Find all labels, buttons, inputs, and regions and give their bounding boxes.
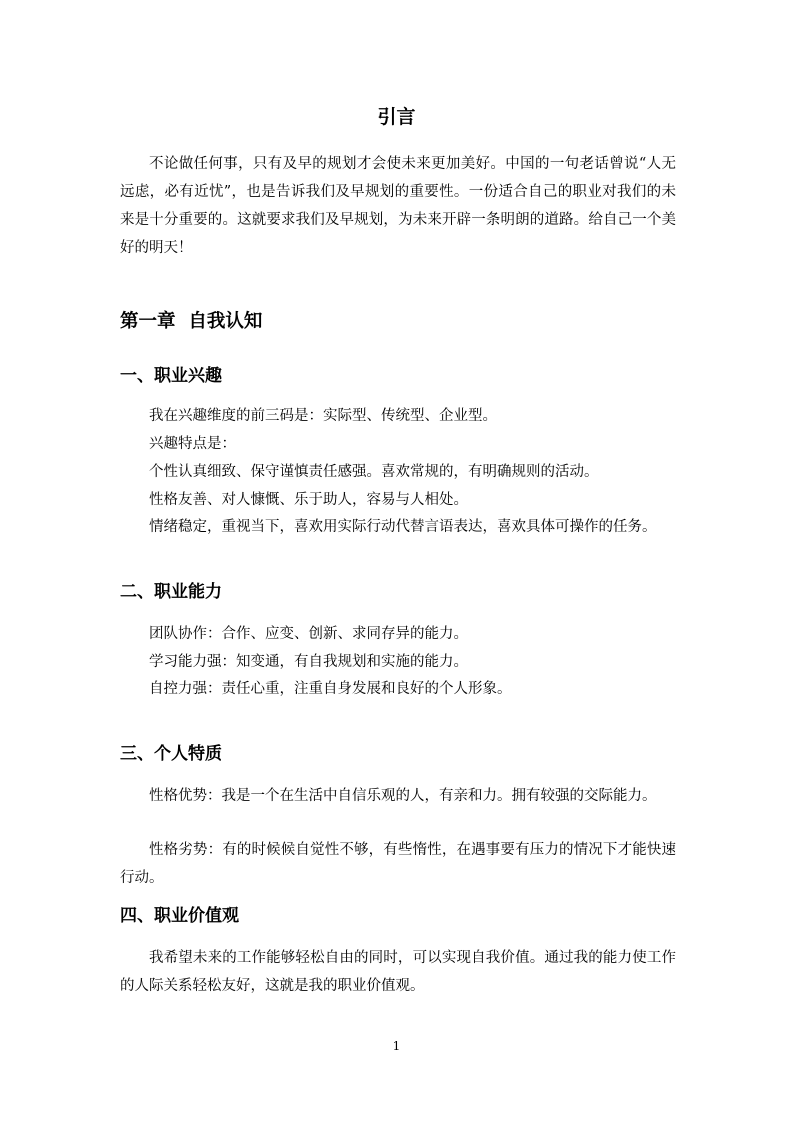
paragraph: 我希望未来的工作能够轻松自由的同时，可以实现自我价值。通过我的能力使工作的人际关系轻松友好，这就是我的职业价值观。	[120, 950, 676, 994]
intro-paragraph: 不论做任何事，只有及早的规划才会使未来更加美好。中国的一句老话曾说“人无远虑，必有近忧”，也是告诉我们及早规划的重要性。一份适合自己的职业对我们的未来是十分重要的。这就要求我们及早规划，为未来开辟一条明朗的道路。给自己一个美好的明天！	[120, 156, 676, 256]
paragraph: 情绪稳定，重视当下，喜欢用实际行动代替言语表达，喜欢具体可操作的任务。	[149, 519, 657, 535]
paragraph: 性格优势：我是一个在生活中自信乐观的人，有亲和力。拥有较强的交际能力。	[149, 788, 657, 804]
section-heading-traits: 三、个人特质	[120, 744, 222, 764]
page-number: 1	[392, 1039, 401, 1053]
paragraph: 性格友善、对人慷慨、乐于助人，容易与人相处。	[149, 492, 468, 508]
page-title: 引言	[377, 106, 416, 128]
section-heading-interest: 一、职业兴趣	[120, 366, 222, 386]
paragraph: 兴趣特点是：	[149, 436, 236, 452]
chapter-heading: 第一章 自我认知	[120, 311, 263, 332]
paragraph: 学习能力强：知变通，有自我规划和实施的能力。	[149, 654, 468, 670]
paragraph: 团队协作：合作、应变、创新、求同存异的能力。	[149, 626, 468, 642]
section-heading-ability: 二、职业能力	[120, 582, 222, 602]
paragraph: 性格劣势：有的时候候自觉性不够，有些惰性，在遇事要有压力的情况下才能快速行动。	[120, 842, 676, 886]
paragraph: 自控力强：责任心重，注重自身发展和良好的个人形象。	[149, 681, 512, 697]
paragraph: 我在兴趣维度的前三码是：实际型、传统型、企业型。	[149, 408, 497, 424]
paragraph: 个性认真细致、保守谨慎责任感强。喜欢常规的，有明确规则的活动。	[149, 464, 599, 480]
section-heading-values: 四、职业价值观	[120, 906, 239, 926]
